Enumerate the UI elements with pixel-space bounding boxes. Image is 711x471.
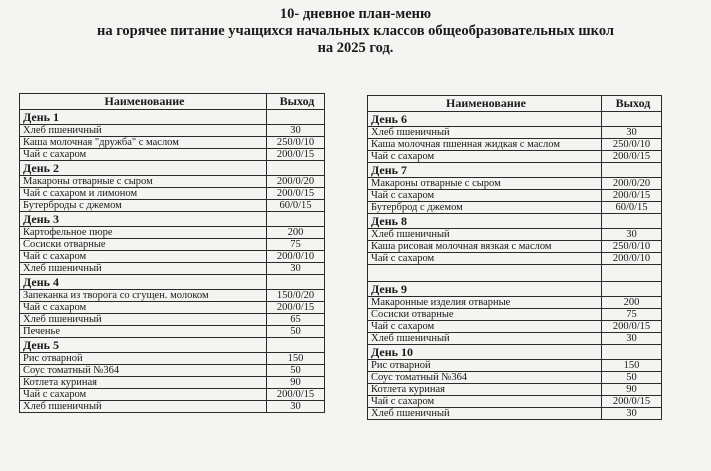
dish-name: Каша молочная пшенная жидкая с маслом xyxy=(368,139,602,151)
dish-name: Чай с сахаром xyxy=(20,302,267,314)
dish-name: Макароны отварные с сыром xyxy=(368,178,602,190)
header-output: Выход xyxy=(267,94,325,110)
empty-cell xyxy=(602,163,662,178)
table-row xyxy=(20,137,325,149)
empty-cell xyxy=(368,265,602,282)
day-label: День 7 xyxy=(368,163,602,178)
table-row xyxy=(368,127,662,139)
title-line-3: на 2025 год. xyxy=(317,40,394,56)
dish-name: Хлеб пшеничный xyxy=(20,263,267,275)
day-label: День 4 xyxy=(20,275,267,290)
dish-name: Хлеб пшеничный xyxy=(368,333,602,345)
dish-name: Каша рисовая молочная вязкая с маслом xyxy=(368,241,602,253)
dish-name: Чай с сахаром xyxy=(368,151,602,163)
dish-name: Чай с сахаром xyxy=(20,389,267,401)
dish-name: Хлеб пшеничный xyxy=(368,408,602,420)
dish-output: 65 xyxy=(267,314,325,326)
dish-output: 30 xyxy=(267,263,325,275)
day-label: День 5 xyxy=(20,338,267,353)
dish-output: 150 xyxy=(602,360,662,372)
menu-table-days-1-5 xyxy=(19,93,325,413)
dish-output: 200/0/20 xyxy=(267,176,325,188)
dish-name: Хлеб пшеничный xyxy=(368,127,602,139)
day-row xyxy=(368,282,662,297)
table-row xyxy=(20,314,325,326)
table-row xyxy=(20,125,325,137)
table-row xyxy=(368,372,662,384)
table-row xyxy=(368,202,662,214)
day-row xyxy=(20,212,325,227)
dish-name: Котлета куриная xyxy=(368,384,602,396)
dish-output: 90 xyxy=(602,384,662,396)
dish-name: Запеканка из творога со сгущен. молоком xyxy=(20,290,267,302)
title-line-2: на горячее питание учащихся начальных классов общеобразовательных школ xyxy=(96,23,615,39)
dish-name: Бутерброд с джемом xyxy=(368,202,602,214)
table-header-row xyxy=(20,94,325,110)
dish-output: 50 xyxy=(267,326,325,338)
table-row xyxy=(368,408,662,420)
empty-cell xyxy=(602,112,662,127)
dish-output: 200/0/15 xyxy=(602,151,662,163)
dish-name: Сосиски отварные xyxy=(368,309,602,321)
table-row xyxy=(20,188,325,200)
table-row xyxy=(368,241,662,253)
dish-output: 150 xyxy=(267,353,325,365)
document-title xyxy=(0,6,711,57)
dish-output: 250/0/10 xyxy=(602,241,662,253)
table-row xyxy=(368,151,662,163)
empty-cell xyxy=(267,338,325,353)
day-label: День 10 xyxy=(368,345,602,360)
dish-output: 250/0/10 xyxy=(267,137,325,149)
dish-output: 30 xyxy=(602,229,662,241)
day-label: День 6 xyxy=(368,112,602,127)
header-name: Наименование xyxy=(368,96,602,112)
table-header-row xyxy=(368,96,662,112)
dish-output: 200 xyxy=(267,227,325,239)
dish-output: 60/0/15 xyxy=(267,200,325,212)
empty-cell xyxy=(267,212,325,227)
day-label: День 1 xyxy=(20,110,267,125)
day-row xyxy=(368,214,662,229)
dish-output: 250/0/10 xyxy=(602,139,662,151)
dish-output: 200/0/15 xyxy=(602,321,662,333)
day-row xyxy=(368,345,662,360)
dish-name: Хлеб пшеничный xyxy=(20,314,267,326)
dish-output: 200/0/15 xyxy=(267,188,325,200)
dish-output: 75 xyxy=(602,309,662,321)
empty-cell xyxy=(602,214,662,229)
empty-cell xyxy=(267,275,325,290)
table-row xyxy=(20,377,325,389)
dish-name: Котлета куриная xyxy=(20,377,267,389)
dish-name: Макароны отварные с сыром xyxy=(20,176,267,188)
table-row xyxy=(368,229,662,241)
dish-output: 150/0/20 xyxy=(267,290,325,302)
day-row xyxy=(368,112,662,127)
dish-output: 200/0/10 xyxy=(602,253,662,265)
empty-cell xyxy=(602,282,662,297)
table-row xyxy=(368,297,662,309)
dish-output: 50 xyxy=(602,372,662,384)
day-label: День 3 xyxy=(20,212,267,227)
dish-name: Макаронные изделия отварные xyxy=(368,297,602,309)
table-row xyxy=(368,333,662,345)
title-line-1: 10- дневное план-меню xyxy=(279,6,432,22)
table-row xyxy=(20,227,325,239)
dish-name: Рис отварной xyxy=(20,353,267,365)
day-label: День 9 xyxy=(368,282,602,297)
dish-name: Хлеб пшеничный xyxy=(20,401,267,413)
table-row xyxy=(20,365,325,377)
table-row xyxy=(368,360,662,372)
dish-name: Чай с сахаром xyxy=(20,149,267,161)
table-row xyxy=(20,353,325,365)
day-label: День 8 xyxy=(368,214,602,229)
dish-name: Картофельное пюре xyxy=(20,227,267,239)
table-row xyxy=(20,239,325,251)
dish-name: Чай с сахаром xyxy=(20,251,267,263)
table-row xyxy=(368,309,662,321)
table-row xyxy=(368,190,662,202)
dish-output: 75 xyxy=(267,239,325,251)
dish-output: 30 xyxy=(602,333,662,345)
dish-output: 200/0/15 xyxy=(267,389,325,401)
dish-output: 200/0/20 xyxy=(602,178,662,190)
dish-name: Чай с сахаром и лимоном xyxy=(20,188,267,200)
dish-name: Чай с сахаром xyxy=(368,190,602,202)
empty-cell xyxy=(267,110,325,125)
dish-name: Соус томатный №364 xyxy=(368,372,602,384)
dish-output: 50 xyxy=(267,365,325,377)
table-row xyxy=(368,178,662,190)
day-row xyxy=(20,161,325,176)
table-row xyxy=(20,176,325,188)
table-row xyxy=(368,253,662,265)
table-row xyxy=(368,139,662,151)
dish-name: Чай с сахаром xyxy=(368,396,602,408)
dish-output: 200/0/15 xyxy=(267,302,325,314)
table-row xyxy=(20,326,325,338)
dish-output: 30 xyxy=(267,125,325,137)
empty-cell xyxy=(602,265,662,282)
dish-name: Печенье xyxy=(20,326,267,338)
table-row xyxy=(20,200,325,212)
menu-table-days-6-10 xyxy=(367,95,662,420)
table-row xyxy=(20,251,325,263)
table-row xyxy=(20,263,325,275)
dish-output: 200/0/15 xyxy=(267,149,325,161)
dish-name: Каша молочная "дружба" с маслом xyxy=(20,137,267,149)
day-label: День 2 xyxy=(20,161,267,176)
day-row xyxy=(368,163,662,178)
empty-cell xyxy=(267,161,325,176)
dish-output: 200/0/15 xyxy=(602,396,662,408)
header-output: Выход xyxy=(602,96,662,112)
dish-name: Чай с сахаром xyxy=(368,321,602,333)
dish-output: 90 xyxy=(267,377,325,389)
dish-output: 30 xyxy=(267,401,325,413)
table-row xyxy=(20,401,325,413)
dish-name: Чай с сахаром xyxy=(368,253,602,265)
dish-output: 200/0/15 xyxy=(602,190,662,202)
day-row xyxy=(20,275,325,290)
spacer-row xyxy=(368,265,662,282)
day-row xyxy=(20,110,325,125)
dish-name: Рис отварной xyxy=(368,360,602,372)
dish-name: Сосиски отварные xyxy=(20,239,267,251)
dish-output: 60/0/15 xyxy=(602,202,662,214)
table-row xyxy=(20,290,325,302)
dish-name: Соус томатный №364 xyxy=(20,365,267,377)
dish-name: Бутерброды с джемом xyxy=(20,200,267,212)
dish-name: Хлеб пшеничный xyxy=(20,125,267,137)
dish-output: 200/0/10 xyxy=(267,251,325,263)
table-row xyxy=(368,396,662,408)
empty-cell xyxy=(602,345,662,360)
dish-output: 200 xyxy=(602,297,662,309)
dish-name: Хлеб пшеничный xyxy=(368,229,602,241)
table-row xyxy=(20,302,325,314)
table-row xyxy=(368,321,662,333)
dish-output: 30 xyxy=(602,408,662,420)
header-name: Наименование xyxy=(20,94,267,110)
table-row xyxy=(368,384,662,396)
table-row xyxy=(20,389,325,401)
dish-output: 30 xyxy=(602,127,662,139)
day-row xyxy=(20,338,325,353)
table-row xyxy=(20,149,325,161)
